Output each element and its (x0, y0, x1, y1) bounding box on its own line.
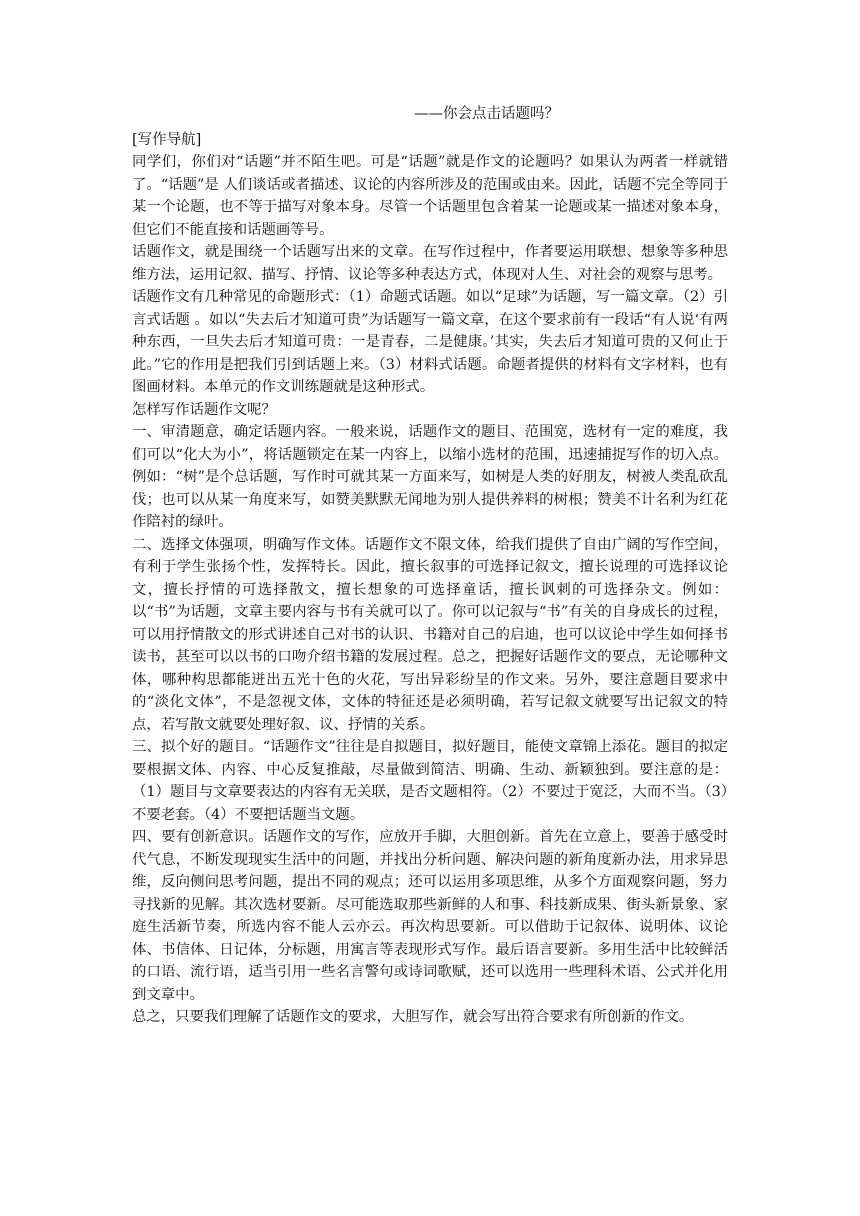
document-page (132, 103, 728, 1029)
paragraph-how-to-question: 怎样写作话题作文呢？ (132, 401, 276, 418)
paragraph-point-1: 一、审清题意，确定话题内容。一般来说，话题作文的题目、范围宽，选材有一定的难度，我们可以“化大为小”，将话题锁定在某一内容上，以缩小选材的范围，迅速捕捉写作的切入点。例如：“树”是个总话题，写作时可就其某一方面来写，如树是人类的好朋友，树被人类乱砍乱伐；也可以从某一角度来写，如赞美默默无闻地为别人提供养料的树根；赞美不计名利为红花作陪衬的绿叶。 (132, 424, 728, 530)
section-heading: [写作导航] (132, 132, 202, 148)
document-subtitle: ——你会点击话题吗？ (414, 106, 559, 122)
paragraph-definition: 话题作文，就是围绕一个话题写出来的文章。在写作过程中，作者要运用联想、想象等多种思维方法，运用记叙、描写、抒情、议论等多种表达方式，体现对人生、对社会的观察与思考。 (132, 244, 728, 283)
paragraph-forms: 话题作文有几种常见的命题形式：（1）命题式话题。如以“足球”为话题，写一篇文章。（2）引言式话题 。如以“失去后才知道可贵”为话题写一篇文章，在这个要求前有一段话“有人说‘有两种东西，一旦失去后才知道可贵：一是青春，二是健康。’其实，失去后才知道可贵的又何止于此。”它的作用是把我们引到话题上来。（3）材料式话题。命题者提供的材料有文字材料，也有图画材料。本单元的作文训练题就是这种形式。 (132, 289, 728, 395)
paragraph-intro: 同学们，你们对“话题”并不陌生吧。可是“话题”就是作文的论题吗？如果认为两者一样就错了。“话题”是 人们谈话或者描述、议论的内容所涉及的范围或由来。因此，话题不完全等同于某一个论题，也不等于描写对象本身。尽管一个话题里包含着某一论题或某一描述对象本身，但它们不能直接和话题画等号。 (132, 154, 728, 238)
paragraph-conclusion: 总之，只要我们理解了话题作文的要求，大胆写作，就会写出符合要求有所创新的作文。 (132, 1009, 694, 1025)
paragraph-point-3: 三、拟个好的题目。“话题作文”往往是自拟题目，拟好题目，能使文章锦上添花。题目的拟定要根据文体、内容、中心反复推敲，尽量做到简洁、明确、生动、新颖独到。要注意的是：（1）题目与文章要表达的内容有无关联，是否文题相符。（2）不要过于宽泛，大而不当。（3）不要老套。（4）不要把话题当文题。 (132, 739, 728, 823)
paragraph-point-4: 四、要有创新意识。话题作文的写作，应放开手脚，大胆创新。首先在立意上，要善于感受时代气息，不断发现现实生活中的问题，并找出分析问题、解决问题的新角度新办法，用求异思维，反向侧问思考问题，提出不同的观点；还可以运用多项思维，从多个方面观察问题，努力寻找新的见解。其次选材要新。尽可能选取那些新鲜的人和事、科技新成果、街头新景象、家庭生活新节奏，所选内容不能人云亦云。再次构思要新。可以借助于记叙体、说明体、议论体、书信体、日记体，分标题，用寓言等表现形式写作。最后语言要新。多用生活中比较鲜活的口语、流行语，适当引用一些名言警句或诗词歌赋，还可以选用一些理科术语、公式并化用到文章中。 (132, 829, 728, 1003)
paragraph-point-2: 二、选择文体强项，明确写作文体。话题作文不限文体，给我们提供了自由广阔的写作空间，有利于学生张扬个性，发挥特长。因此，擅长叙事的可选择记叙文，擅长说理的可选择议论文，擅长抒情的可选择散文，擅长想象的可选择童话，擅长讽刺的可选择杂文。例如：以“书”为话题，文章主要内容与书有关就可以了。你可以记叙与“书”有关的自身成长的过程，可以用抒情散文的形式讲述自己对书的认识、书籍对自己的启迪，也可以议论中学生如何择书读书，甚至可以以书的口吻介绍书籍的发展过程。总之，把握好话题作文的要点，无论哪种文体，哪种构思都能迸出五光十色的火花，写出异彩纷呈的作文来。另外，要注意题目要求中的“淡化文体”，不是忽视文体，文体的特征还是必须明确，若写记叙文就要写出记叙文的特点，若写散文就要处理好叙、议、抒情的关系。 (132, 536, 728, 733)
